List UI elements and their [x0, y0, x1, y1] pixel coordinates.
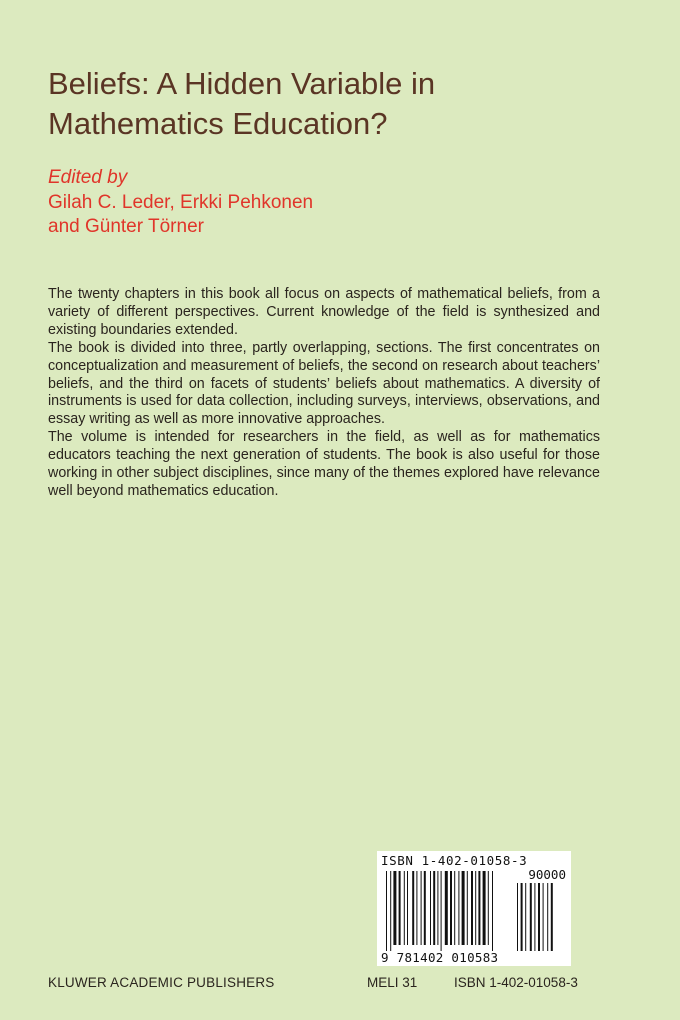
book-title — [48, 64, 435, 144]
barcode-bar — [478, 871, 480, 945]
barcode-bar — [462, 871, 465, 945]
title-line-2: Mathematics Education? — [48, 106, 388, 141]
barcode-bar — [407, 871, 408, 945]
isbn-barcode — [377, 851, 571, 966]
barcode-addon-bar — [547, 883, 548, 951]
barcode-bar — [424, 871, 426, 945]
editors-block — [48, 166, 313, 240]
barcode-bar — [483, 871, 486, 945]
publisher-name: KLUWER ACADEMIC PUBLISHERS — [48, 975, 275, 990]
barcode-bar — [399, 871, 401, 945]
book-description — [48, 286, 600, 501]
barcode-bar — [441, 871, 442, 951]
barcode-addon-bar — [543, 883, 544, 951]
barcode-bar — [458, 871, 459, 945]
title-line-1: Beliefs: A Hidden Variable in — [48, 66, 436, 101]
barcode-bar — [390, 871, 391, 951]
description-paragraph-2: The book is divided into three, partly overlapping, sections. The first concentrates on conceptualization and measurement of beliefs, the second on research about teachers’ beliefs, and the third on facets of students’ beliefs about mathematics. A diversity of instruments is used for data collection, including surveys, interviews, observations, and essay writing as well as more innovative approaches. — [48, 339, 600, 428]
barcode-addon-bar — [530, 883, 532, 951]
description-paragraph-3: The volume is intended for researchers in the field, as well as for mathematics educators teaching the next generation of students. The book is also useful for those working in other subject disciplines, since many of the themes explored have relevance well beyond mathematics education. — [48, 429, 600, 499]
barcode-addon-bar — [534, 883, 535, 951]
barcode-addon-bar — [521, 883, 523, 951]
barcode-bar — [488, 871, 489, 945]
footer-isbn: ISBN 1-402-01058-3 — [454, 975, 578, 990]
editor-names-line-1: Gilah C. Leder, Erkki Pehkonen — [48, 191, 314, 213]
barcode-bar — [416, 871, 417, 945]
barcode-digits: 9 781402 010583 — [381, 950, 499, 965]
barcode-addon-bar — [525, 883, 526, 951]
description-paragraph-1: The twenty chapters in this book all focus on aspects of mathematical beliefs, from a variety of different perspectives. Current knowledge of the field is synthesized and existing boundaries extended. — [48, 286, 600, 338]
barcode-bar — [475, 871, 476, 945]
edited-by-label: Edited by — [48, 167, 128, 188]
barcode-bar — [393, 871, 396, 945]
barcode-bar — [437, 871, 438, 945]
editor-names-line-2: and Günter Törner — [48, 216, 204, 237]
barcode-bar — [471, 871, 473, 945]
barcode-bar — [433, 871, 435, 945]
barcode-addon-bar — [538, 883, 540, 951]
barcode-bar — [421, 871, 422, 945]
barcode-bar — [450, 871, 452, 945]
barcode-bar — [467, 871, 468, 945]
barcode-addon-bar — [551, 883, 553, 951]
barcode-bar — [412, 871, 414, 945]
barcode-bar — [492, 871, 493, 951]
barcode-addon-bar — [517, 883, 518, 951]
barcode-bar — [386, 871, 387, 951]
barcode-bar — [404, 871, 405, 945]
barcode-addon-digits: 90000 — [528, 867, 566, 882]
barcode-bar — [430, 871, 431, 945]
series-number: MELI 31 — [367, 975, 418, 990]
barcode-isbn-text: ISBN 1-402-01058-3 — [381, 853, 528, 868]
barcode-bar — [445, 871, 448, 945]
barcode-bar — [454, 871, 455, 945]
